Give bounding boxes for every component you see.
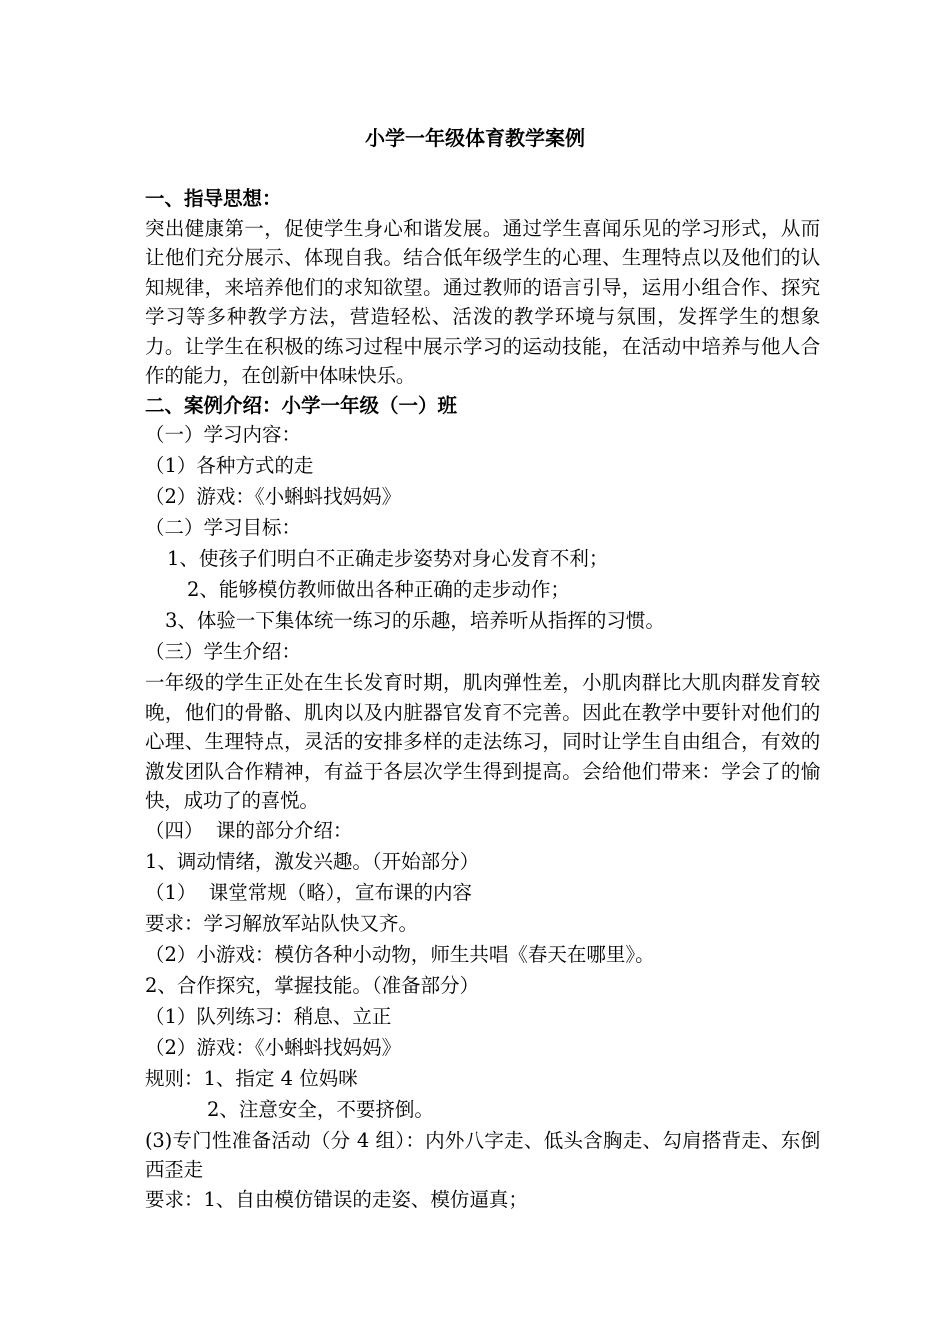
learning-goal-item: 3、体验一下集体统一练习的乐趣，培养听从指挥的习惯。 <box>165 609 665 632</box>
guiding-thought-paragraph: 突出健康第一，促使学生身心和谐发展。通过学生喜闻乐见的学习形式，从而让他们充分展示、体现自我。结合低年级学生的心理、生理特点以及他们的认知规律，来培养他们的求知欲望。通过教师的语言引导，运用小组合作、探究学习等多种教学方法，营造轻松、活泼的教学环境与氛围，发挥学生的想象力。让学生在积极的练习过程中展示学习的运动技能，在活动中培养与他人合作的能力，在创新中体味快乐。 <box>145 216 820 387</box>
learning-content-item: （2）游戏：《小蝌蚪找妈妈》 <box>145 485 402 508</box>
lesson-part-requirement: 要求：学习解放军站队快又齐。 <box>145 911 419 935</box>
learning-content-item: （1）各种方式的走 <box>145 454 314 477</box>
lesson-part-item: （2）小游戏：模仿各种小动物，师生共唱《春天在哪里》。 <box>145 942 655 966</box>
learning-goals-label: （二）学习目标： <box>145 516 302 539</box>
game-rule-item: 2、注意安全，不要挤倒。 <box>207 1097 434 1121</box>
lesson-part-item: （1） 课堂常规（略），宣布课的内容 <box>145 880 473 904</box>
learning-goal-item: 2、能够模仿教师做出各种正确的走步动作； <box>187 578 570 601</box>
section-heading-guiding-thought: 一、指导思想： <box>145 187 282 210</box>
document-body <box>145 184 820 1216</box>
learning-goal-item: 1、使孩子们明白不正确走步姿势对身心发育不利； <box>167 547 609 570</box>
students-intro-label: （三）学生介绍： <box>145 640 302 663</box>
document-title: 小学一年级体育教学案例 <box>365 126 585 150</box>
lesson-part-item: （1）队列练习：稍息、立正 <box>145 1004 392 1028</box>
lesson-part-title: 2、合作探究，掌握技能。（准备部分） <box>145 973 480 997</box>
lesson-part-title: 1、调动情绪，激发兴趣。（开始部分） <box>145 849 480 873</box>
section-heading-case-intro: 二、案例介绍：小学一年级（一）班 <box>145 393 458 417</box>
lesson-parts-label: （四） 课的部分介绍： <box>145 818 353 842</box>
lesson-part-item: (3)专门性准备活动（分 4 组）：内外八字走、低头含胸走、勾肩搭背走、东倒西歪走 <box>145 1128 820 1181</box>
lesson-part-requirement: 要求：1、自由模仿错误的走姿、模仿逼真； <box>145 1187 528 1211</box>
learning-content-label: （一）学习内容： <box>145 423 302 446</box>
game-rule-item: 规则：1、指定 4 位妈咪 <box>145 1066 358 1090</box>
lesson-part-item: （2）游戏：《小蝌蚪找妈妈》 <box>145 1035 402 1059</box>
students-intro-paragraph: 一年级的学生正处在生长发育时期，肌肉弹性差，小肌肉群比大肌肉群发育较晚，他们的骨骼、肌肉以及内脏器官发育不完善。因此在教学中要针对他们的心理、生理特点，灵活的安排多样的走法练习，同时让学生自由组合，有效的激发团队合作精神，有益于各层次学生得到提高。会给他们带来：学会了的愉快，成功了的喜悦。 <box>145 671 820 812</box>
